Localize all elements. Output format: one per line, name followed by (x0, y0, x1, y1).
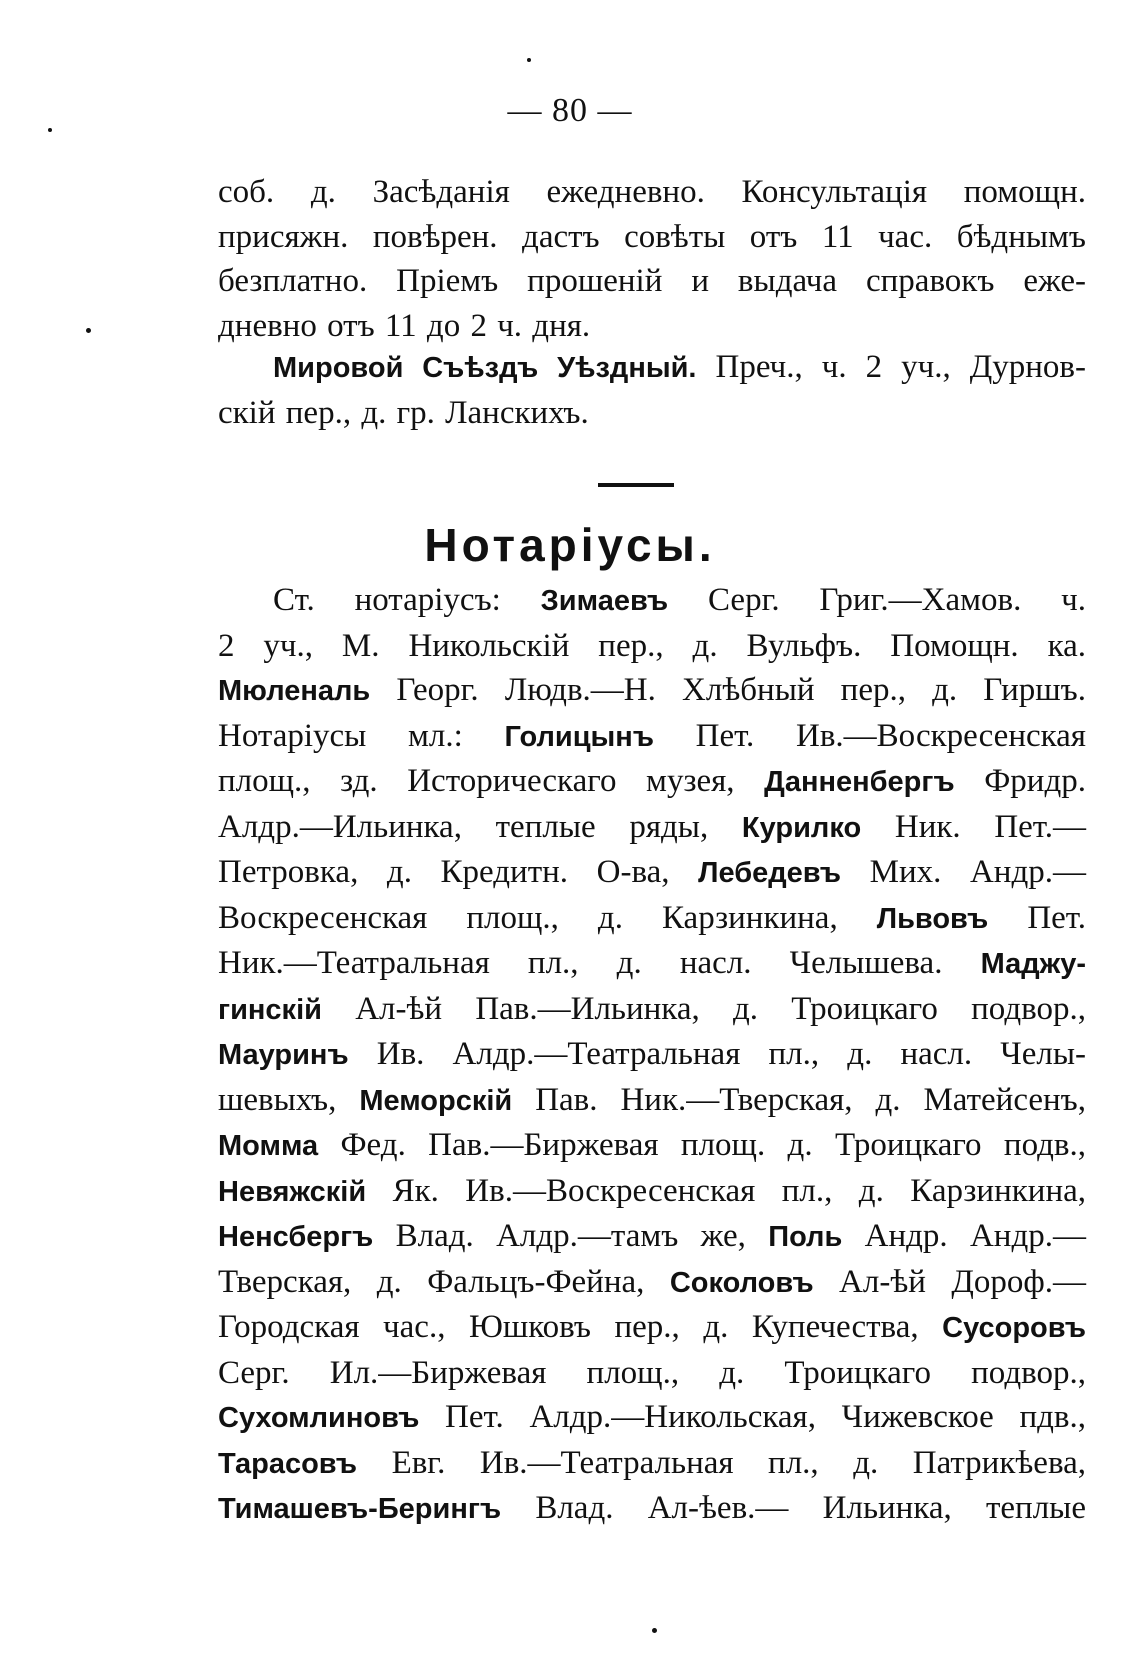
notary-name: Ненсбергъ (218, 1221, 374, 1253)
scan-speck (48, 128, 52, 132)
notary-text: Андр. Андр.— (842, 1218, 1086, 1254)
notary-text: Ал-ѣй Дороф.— (813, 1263, 1086, 1300)
notary-line (218, 714, 1086, 760)
paragraph-line: соб. д. Засѣданія ежедневно. Консультація помощн. (218, 174, 1086, 210)
notary-line (218, 1169, 1086, 1215)
notary-line (218, 1260, 1086, 1306)
notary-name: Сухомлиновъ (218, 1402, 420, 1434)
notary-name: Соколовъ (669, 1266, 814, 1299)
notary-line (218, 941, 1086, 987)
notary-line (218, 987, 1086, 1033)
notary-name: Данненбергъ (764, 766, 955, 798)
notary-text: Ал-ѣй Пав.—Ильинка, д. Троицкаго подвор., (321, 990, 1086, 1027)
notary-text: 2 уч., М. Никольскій пер., д. Вульфъ. Помощн. ка. (218, 627, 1086, 664)
notary-name: Невяжскій (218, 1175, 367, 1208)
notary-name: Лебедевъ (698, 857, 842, 889)
scan-speck (652, 1628, 657, 1633)
notary-list (218, 578, 1086, 1532)
notary-line (218, 1395, 1086, 1441)
notary-text: Пет. (988, 899, 1086, 936)
notary-text: Влад. Ал-ѣев.— Ильинка, теплые (501, 1490, 1086, 1526)
paragraph-line: безплатно. Пріемъ прошеній и выдача справокъ еже- (218, 263, 1086, 299)
notary-line (218, 624, 1086, 669)
notary-name: Сусоровъ (942, 1312, 1086, 1344)
notary-text: Ник. Пет.— (861, 808, 1086, 845)
notary-name: Голицынъ (504, 720, 654, 753)
notary-line (218, 1078, 1086, 1124)
notary-line (218, 850, 1086, 896)
notary-text: Пет. Алдр.—Никольская, Чижевское пдв., (419, 1399, 1086, 1435)
notary-line (218, 1441, 1086, 1487)
notary-line (218, 1305, 1086, 1351)
notary-line (218, 896, 1086, 942)
notary-name: Мауринъ (218, 1039, 349, 1071)
notary-text: Городская час., Юшковъ пер., д. Купечества, (218, 1309, 943, 1345)
notary-name: Тимашевъ-Берингъ (218, 1493, 502, 1525)
notary-name: Момма (218, 1130, 319, 1162)
top-paragraph (218, 170, 1086, 348)
notary-text: Фридр. (954, 763, 1086, 799)
notary-name: Поль (768, 1221, 843, 1253)
notary-text: Воскресенская площ., д. Карзинкина, (218, 899, 877, 936)
notary-text: Фед. Пав.—Биржевая площ. д. Троицкаго подв., (318, 1127, 1086, 1163)
notary-text: Евг. Ив.—Театральная пл., д. Патрикѣева, (357, 1444, 1086, 1481)
notary-line (218, 578, 1086, 624)
notary-line (218, 1351, 1086, 1396)
notary-name: Мюленаль (218, 675, 371, 707)
notary-text: Ник.—Театральная пл., д. насл. Челышева. (218, 945, 981, 981)
mirovoy-paragraph (218, 345, 1086, 435)
notary-name: Меморскій (359, 1084, 513, 1117)
notary-name: Тарасовъ (218, 1447, 358, 1480)
notary-text: Алдр.—Ильинка, теплые ряды, (218, 808, 742, 845)
notary-text: Нотаріусы мл.: (218, 717, 505, 754)
notary-text: Георг. Людв.—Н. Хлѣбный пер., д. Гиршъ. (370, 672, 1086, 708)
notary-line (218, 1214, 1086, 1260)
notary-name: Маджу- (980, 948, 1086, 980)
notary-text: Ив. Алдр.—Театральная пл., д. насл. Челы- (348, 1036, 1086, 1072)
notary-name: Курилко (741, 811, 862, 844)
mirovoy-title: Мировой Съѣздъ Уѣздный. (273, 352, 697, 384)
notary-name: гинскій (218, 993, 322, 1026)
notary-text: Серг. Ил.—Биржевая площ., д. Троицкаго подвор., (218, 1354, 1086, 1391)
notary-text: Мих. Андр.— (841, 854, 1086, 890)
notary-text: Ст. нотаріусъ: (273, 582, 541, 618)
mirovoy-text: Преч., ч. 2 уч., Дурнов- (696, 349, 1086, 385)
notary-text: Пав. Ник.—Тверская, д. Матейсенъ, (512, 1081, 1086, 1118)
notary-text: Пет. Ив.—Воскресенская (653, 717, 1086, 754)
paragraph-line: присяжн. повѣрен. дастъ совѣты отъ 11 час. бѣднымъ (218, 218, 1086, 255)
notary-line (218, 668, 1086, 714)
notary-name: Львовъ (876, 902, 989, 935)
notary-text: шевыхъ, (218, 1081, 360, 1118)
page-number: — 80 — (507, 92, 633, 129)
notary-line (218, 1486, 1086, 1532)
paragraph-line: дневно отъ 11 до 2 ч. дня. (218, 307, 591, 344)
notary-line (218, 1032, 1086, 1078)
notary-text: Влад. Алдр.—тамъ же, (373, 1218, 769, 1254)
paragraph-line: скій пер., д. гр. Ланскихъ. (218, 394, 589, 431)
notary-text: Серг. Григ.—Хамов. ч. (668, 582, 1086, 618)
paragraph-line (218, 345, 1086, 391)
section-heading: Нотаріусы. (424, 519, 716, 571)
notary-text: площ., зд. Историческаго музея, (218, 763, 765, 799)
section-divider (598, 483, 674, 487)
notary-line (218, 1123, 1086, 1169)
scan-speck (527, 58, 531, 62)
notary-name: Зимаевъ (540, 585, 669, 617)
notary-text: Як. Ив.—Воскресенская пл., д. Карзинкина, (366, 1172, 1086, 1209)
notary-text: Петровка, д. Кредитн. О-ва, (218, 854, 699, 890)
notary-text: Тверская, д. Фальцъ-Фейна, (218, 1263, 670, 1300)
notary-line (218, 759, 1086, 805)
notary-line (218, 805, 1086, 851)
scan-speck (86, 328, 91, 333)
